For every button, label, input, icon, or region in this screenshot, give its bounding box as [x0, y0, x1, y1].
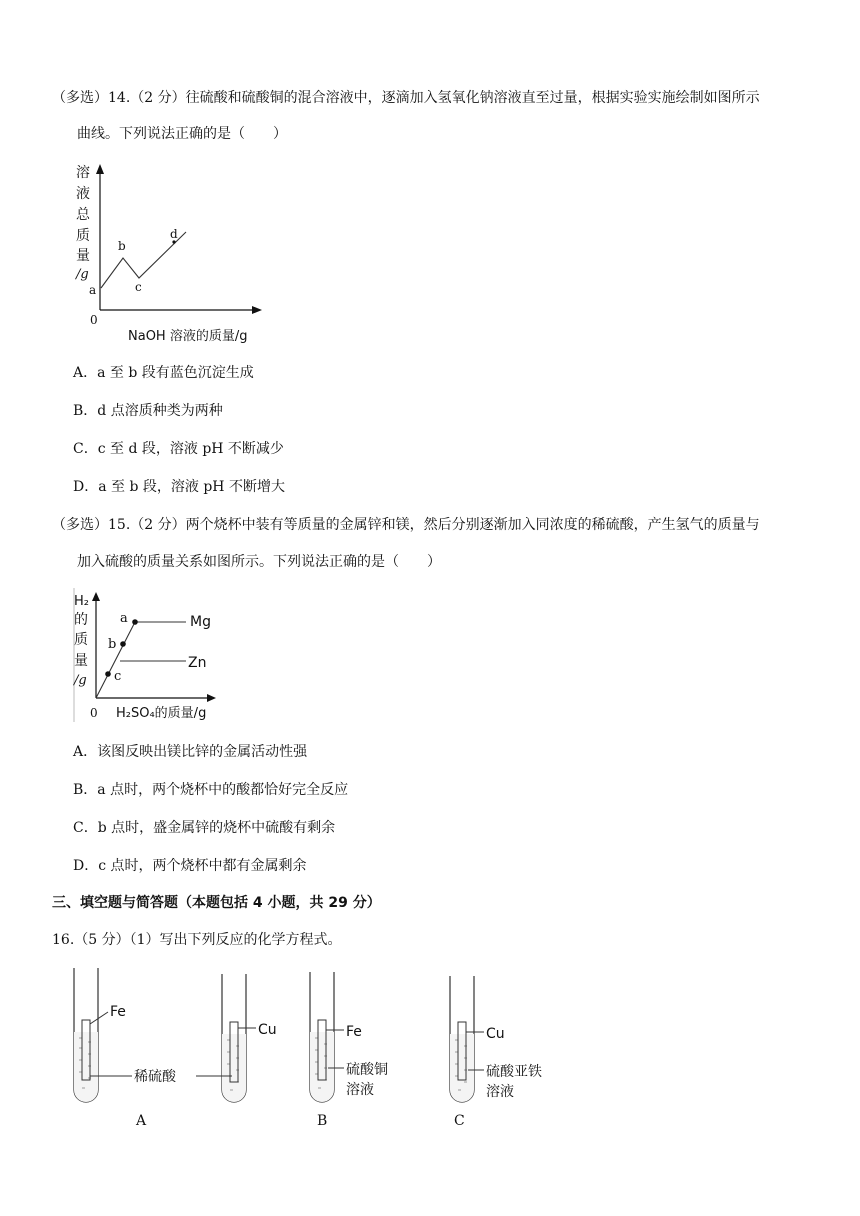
test-tube-b	[310, 972, 344, 1102]
q14-option-b: B．d 点溶质种类为两种	[73, 403, 223, 419]
q14-y-arrow-icon	[96, 164, 104, 174]
q15-ylabel-top: H₂	[74, 594, 89, 609]
q15-point-b	[120, 641, 126, 647]
q14-label-d: d	[170, 227, 178, 241]
tube-b-metal-label: Fe	[346, 1024, 362, 1040]
tube-b-solution-line2: 溶液	[346, 1082, 374, 1098]
q14-label-a: a	[89, 283, 97, 297]
q15-option-b: B．a 点时，两个烧杯中的酸都恰好完全反应	[73, 782, 349, 798]
section-heading: 三、填空题与简答题（本题包括 4 小题，共 29 分）	[52, 895, 381, 911]
q14-chart	[68, 160, 278, 350]
tube-c-metal-label: Cu	[486, 1026, 505, 1042]
q15-xlabel: H₂SO₄的质量/g	[116, 706, 207, 721]
q15-series-mg: Mg	[190, 614, 211, 630]
tube-a1-metal-label: Fe	[110, 1004, 126, 1020]
q16-stem-line1: 16.（5 分）（1）写出下列反应的化学方程式。	[52, 932, 342, 948]
caption-a: A	[136, 1113, 147, 1129]
q15-point-a	[132, 619, 138, 625]
q14-ylabel-5: 量	[76, 248, 90, 264]
q15-option-d: D．c 点时，两个烧杯中都有金属剩余	[73, 858, 307, 874]
q15-series-zn: Zn	[188, 655, 207, 671]
q15-mg-line	[96, 622, 186, 698]
q15-ylabel-1: 的	[74, 612, 88, 628]
q14-label-c: c	[135, 280, 142, 294]
q14-stem-line2: 曲线。下列说法正确的是（ ）	[77, 126, 287, 142]
tube-c-solution-line2: 溶液	[486, 1084, 514, 1100]
q15-label-b: b	[108, 637, 117, 652]
caption-c: C	[454, 1113, 465, 1129]
q15-ylabel-3: 量	[74, 653, 88, 669]
q15-option-c: C．b 点时，盛金属锌的烧杯中硫酸有剩余	[73, 820, 336, 836]
acid-label: 稀硫酸	[134, 1069, 176, 1085]
q15-stem-line2: 加入硫酸的质量关系如图所示。下列说法正确的是（ ）	[77, 554, 441, 570]
test-tube-c	[450, 976, 484, 1102]
test-tube-a2	[222, 974, 256, 1102]
tube-c-solution-line1: 硫酸亚铁	[486, 1064, 542, 1080]
q14-ylabel-unit: /g	[76, 267, 89, 282]
q15-point-c	[105, 671, 111, 677]
test-tube-a1	[74, 968, 108, 1102]
q14-ylabel-2: 液	[76, 186, 90, 202]
q15-option-a: A．该图反映出镁比锌的金属活动性强	[73, 744, 308, 760]
tube-a2-metal-label: Cu	[258, 1022, 277, 1038]
q14-x-arrow-icon	[252, 306, 262, 314]
tube-b-solution-line1: 硫酸铜	[346, 1062, 388, 1078]
q14-xlabel: NaOH 溶液的质量/g	[128, 329, 248, 344]
q15-y-arrow-icon	[92, 592, 100, 601]
q14-option-a: A．a 至 b 段有蓝色沉淀生成	[73, 365, 254, 381]
q15-label-c: c	[114, 669, 122, 684]
q14-ylabel-1: 溶	[76, 165, 90, 181]
q15-ylabel-unit: /g	[74, 673, 87, 688]
q15-x-arrow-icon	[207, 694, 216, 702]
q15-ylabel-2: 质	[74, 632, 88, 648]
q14-origin: 0	[90, 313, 98, 327]
q14-ylabel-4: 质	[76, 228, 90, 244]
caption-b: B	[317, 1113, 328, 1129]
q15-stem-line1: （多选）15.（2 分）两个烧杯中装有等质量的金属锌和镁，然后分别逐渐加入同浓度的稀硫酸，产生氢气的质量与	[52, 517, 760, 533]
q14-stem-line1: （多选）14.（2 分）往硫酸和硫酸铜的混合溶液中，逐滴加入氢氧化钠溶液直至过量，根据实验实施绘制如图所示	[52, 90, 760, 106]
q15-chart	[68, 588, 238, 728]
q14-option-d: D．a 至 b 段，溶液 pH 不断增大	[73, 479, 285, 495]
q14-option-c: C．c 至 d 段，溶液 pH 不断减少	[73, 441, 284, 457]
q16-figure	[60, 962, 600, 1134]
q14-label-b: b	[118, 239, 126, 253]
q15-label-a: a	[120, 611, 128, 626]
q14-ylabel-3: 总	[76, 207, 90, 223]
q15-origin: 0	[90, 706, 98, 720]
